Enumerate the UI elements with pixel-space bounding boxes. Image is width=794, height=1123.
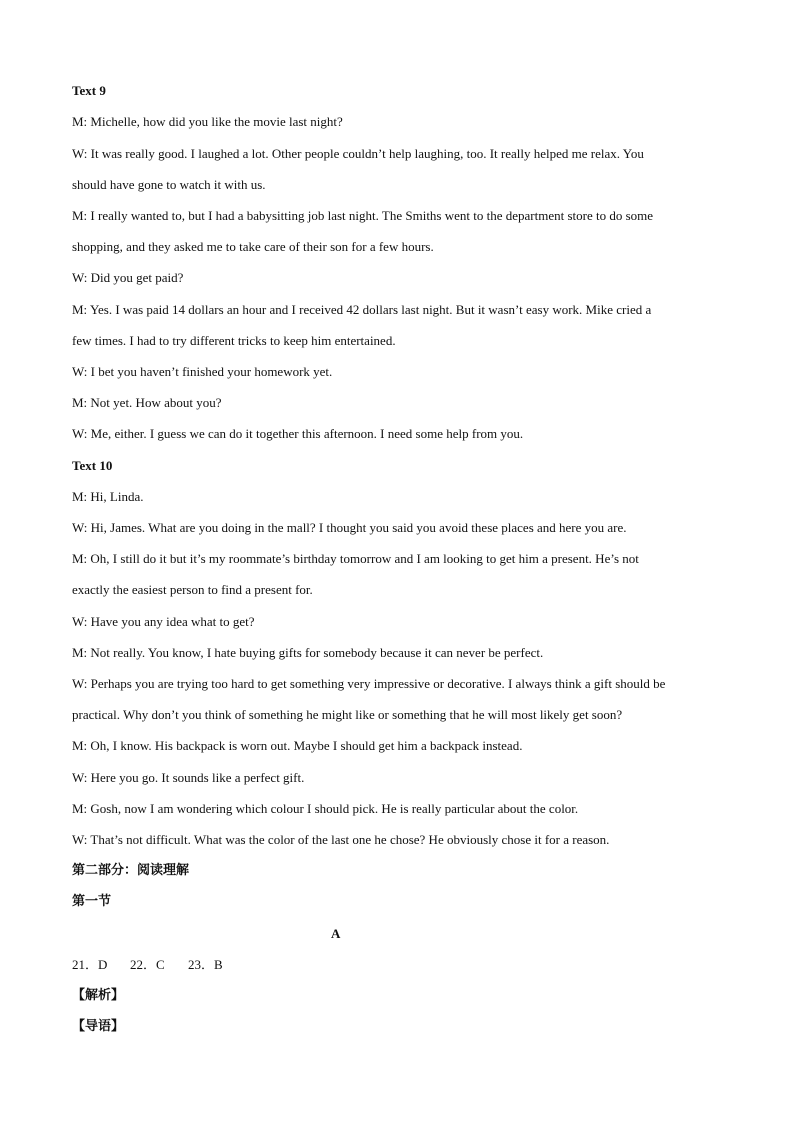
intro-label: 【导语】 [72, 1019, 125, 1034]
dialogue-line: W: Have you any idea what to get? [72, 614, 255, 629]
passage-label: A [331, 926, 341, 941]
dialogue-line: practical. Why don’t you think of something he might like or something that he will most likely get soon? [72, 707, 623, 722]
dialogue-line: M: Oh, I still do it but it’s my roommate’s birthday tomorrow and I am looking to get him a present. He’s not [72, 551, 639, 566]
dialogue-line: W: That’s not difficult. What was the color of the last one he chose? He obviously chose it for a reason. [72, 832, 610, 847]
dialogue-line: M: Yes. I was paid 14 dollars an hour and I received 42 dollars last night. But it wasn’t easy work. Mike cried a [72, 302, 652, 317]
dialogue-line: W: Hi, James. What are you doing in the mall? I thought you said you avoid these places and here you are. [72, 520, 627, 535]
dialogue-line: M: Not really. You know, I hate buying gifts for somebody because it can never be perfect. [72, 645, 544, 660]
dialogue-line: exactly the easiest person to find a present for. [72, 582, 313, 597]
text10-heading: Text 10 [72, 458, 113, 473]
dialogue-line: shopping, and they asked me to take care of their son for a few hours. [72, 239, 434, 254]
dialogue-line: M: I really wanted to, but I had a babysitting job last night. The Smiths went to the department store to do some [72, 208, 654, 223]
dialogue-line: W: I bet you haven’t finished your homework yet. [72, 364, 333, 379]
dialogue-line: few times. I had to try different tricks to keep him entertained. [72, 333, 396, 348]
analysis-label: 【解析】 [72, 988, 125, 1003]
dialogue-line: M: Oh, I know. His backpack is worn out. Maybe I should get him a backpack instead. [72, 738, 523, 753]
answer-row [72, 957, 223, 973]
dialogue-line: M: Michelle, how did you like the movie last night? [72, 114, 343, 129]
answer-22: 22．C [130, 957, 165, 972]
answer-21: 21．D [72, 957, 108, 972]
dialogue-line: M: Hi, Linda. [72, 489, 144, 504]
section-heading: 第一节 [72, 894, 112, 909]
dialogue-line: M: Gosh, now I am wondering which colour I should pick. He is really particular about the color. [72, 801, 579, 816]
dialogue-line: W: Did you get paid? [72, 270, 184, 285]
dialogue-line: should have gone to watch it with us. [72, 177, 266, 192]
dialogue-line: W: Perhaps you are trying too hard to get something very impressive or decorative. I always think a gift should be [72, 676, 666, 691]
dialogue-line: W: Me, either. I guess we can do it together this afternoon. I need some help from you. [72, 426, 524, 441]
dialogue-line: W: Here you go. It sounds like a perfect gift. [72, 770, 305, 785]
answer-23: 23．B [188, 957, 223, 972]
text9-heading: Text 9 [72, 83, 106, 98]
dialogue-line: M: Not yet. How about you? [72, 395, 222, 410]
part2-heading: 第二部分：阅读理解 [72, 863, 190, 878]
dialogue-line: W: It was really good. I laughed a lot. Other people couldn’t help laughing, too. It really helped me relax. You [72, 146, 644, 161]
